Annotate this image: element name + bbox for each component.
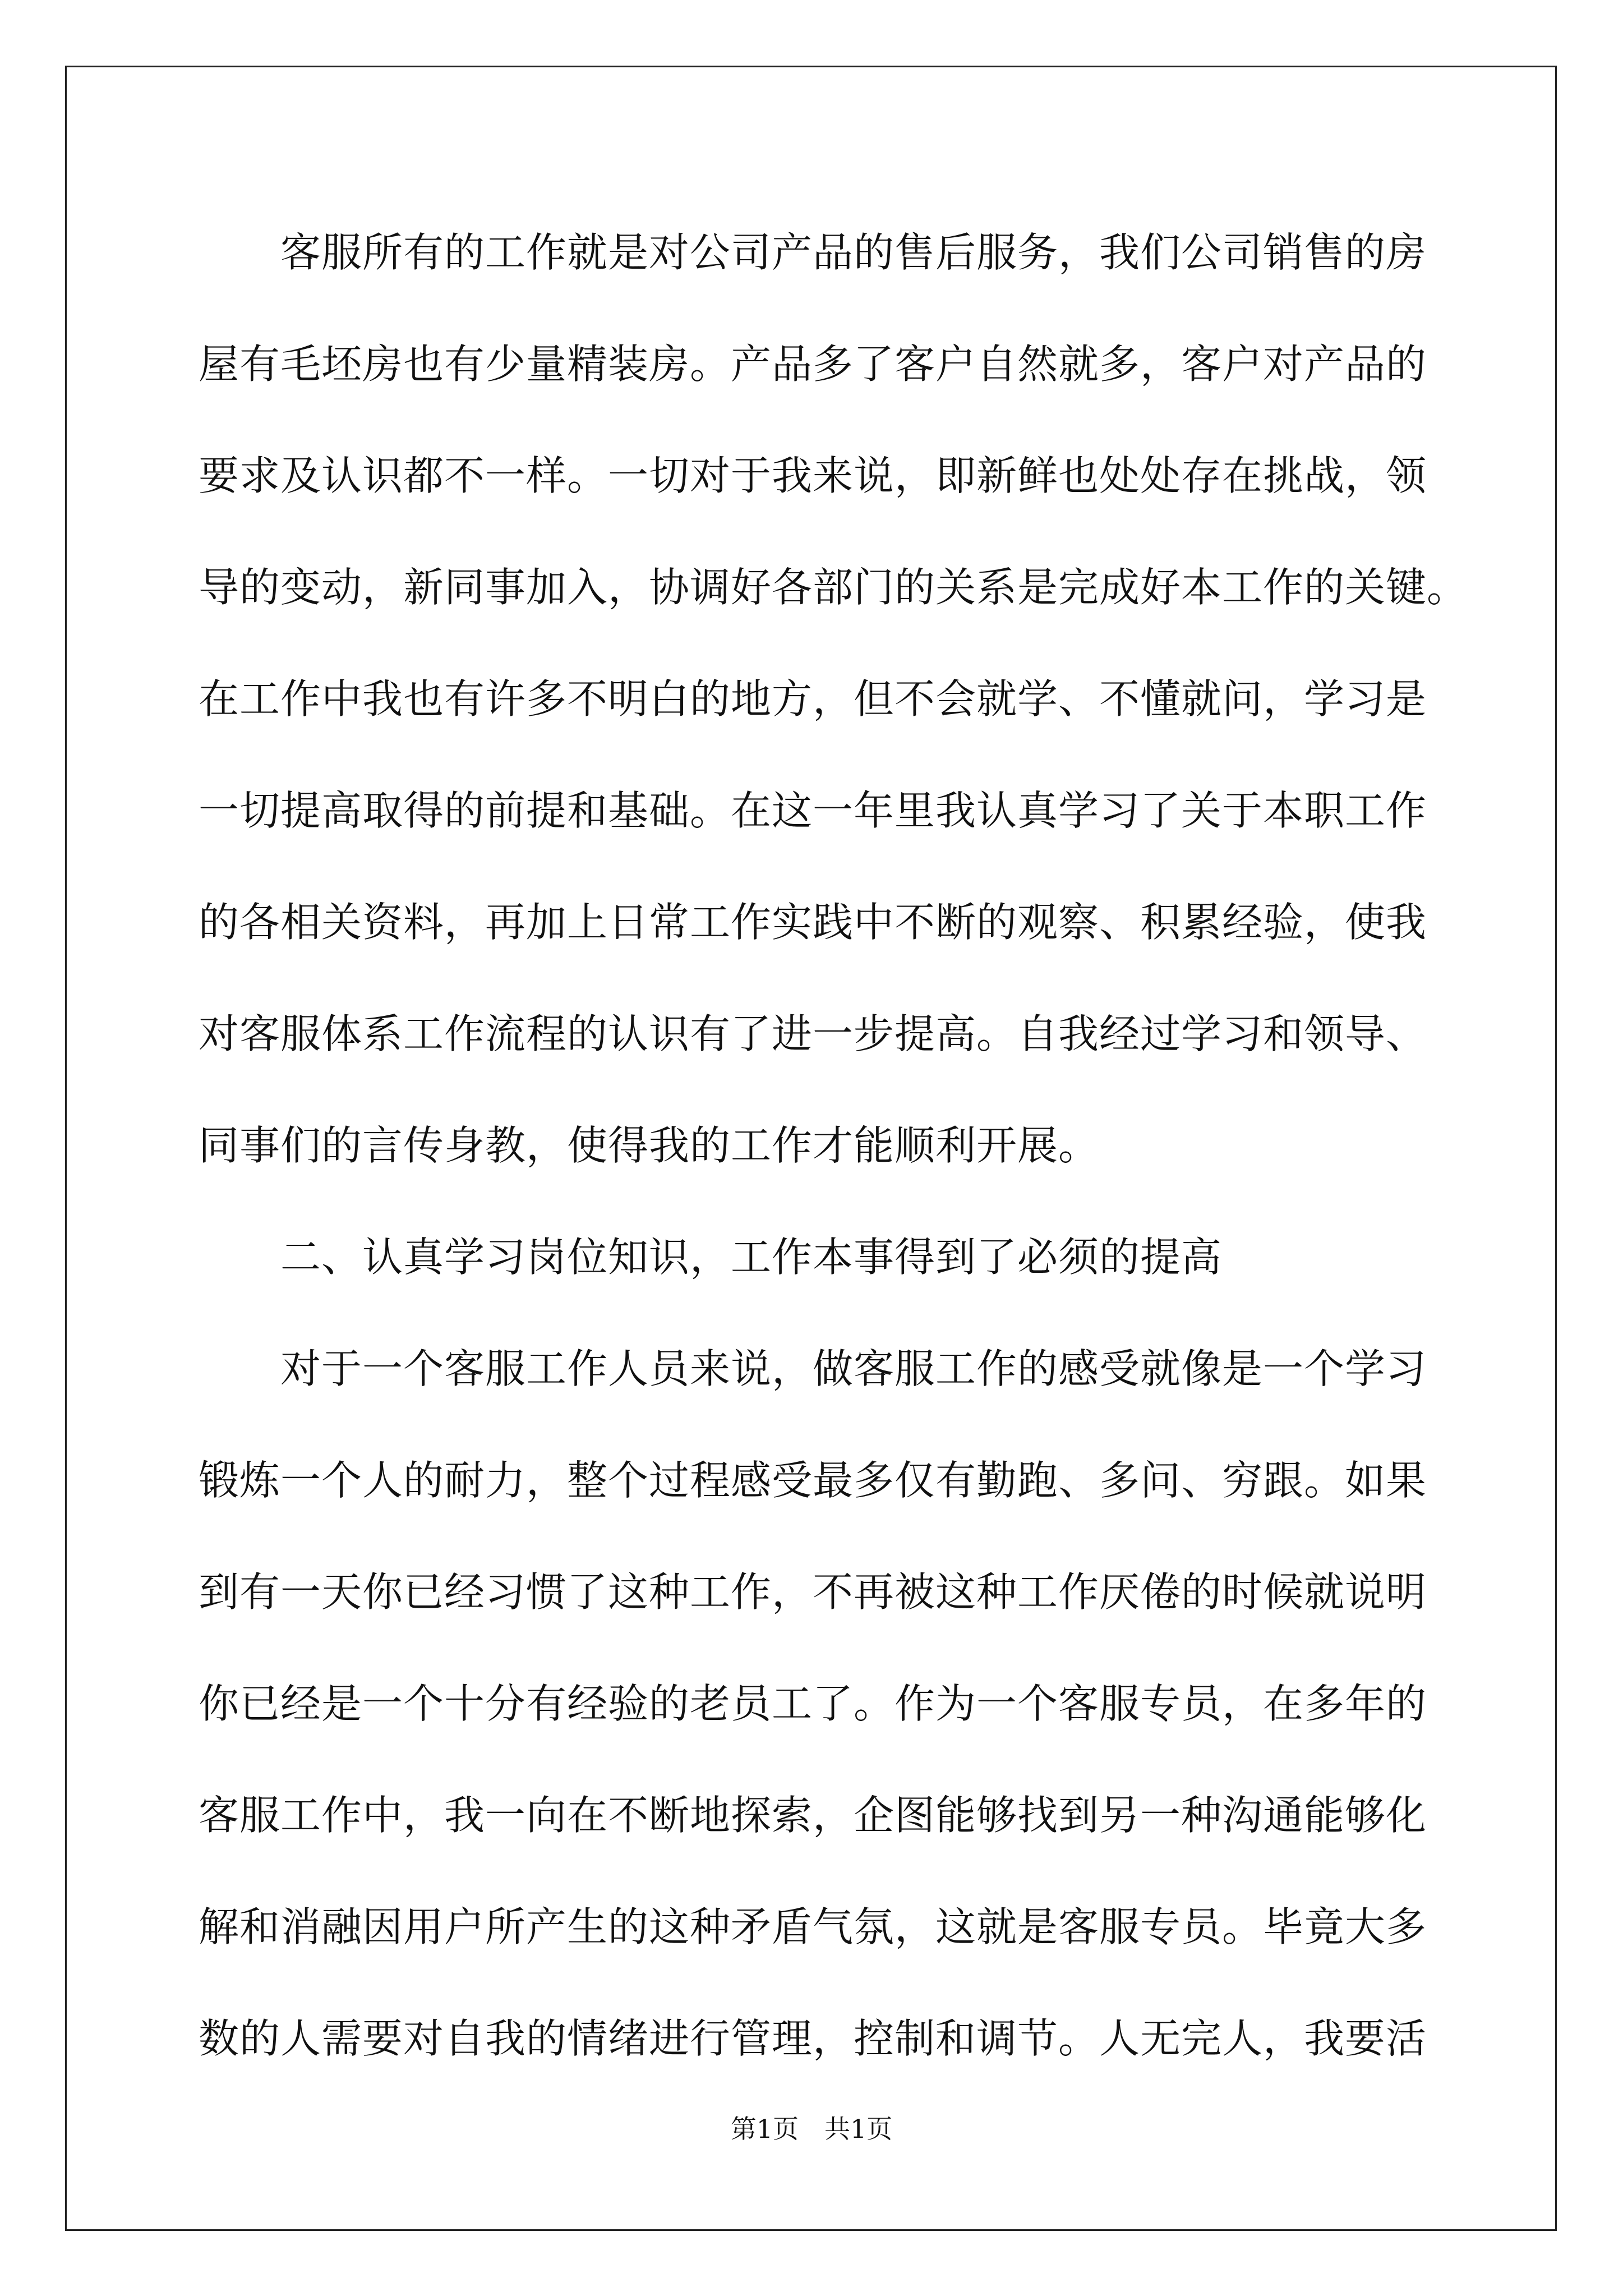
paragraph-line: 导的变动，新同事加入，协调好各部门的关系是完成好本工作的关键。: [199, 564, 1468, 611]
paragraph-line: 对于一个客服工作人员来说，做客服工作的感受就像是一个学习: [280, 1345, 1427, 1392]
paragraph-line: 对客服体系工作流程的认识有了进一步提高。自我经过学习和领导、: [199, 1010, 1427, 1057]
page-number-footer: 第1页 共1页: [730, 2114, 893, 2144]
paragraph-line: 的各相关资料，再加上日常工作实践中不断的观察、积累经验，使我: [199, 899, 1427, 946]
paragraph-line: 客服所有的工作就是对公司产品的售后服务，我们公司销售的房: [280, 229, 1427, 276]
section-heading: 二、认真学习岗位知识，工作本事得到了必须的提高: [280, 1234, 1223, 1281]
paragraph-line: 要求及认识都不一样。一切对于我来说，即新鲜也处处存在挑战，领: [199, 452, 1427, 499]
paragraph-line: 到有一天你已经习惯了这种工作，不再被这种工作厌倦的时候就说明: [199, 1568, 1427, 1616]
paragraph-line: 锻炼一个人的耐力，整个过程感受最多仅有勤跑、多问、穷跟。如果: [199, 1457, 1427, 1504]
paragraph-line: 在工作中我也有许多不明白的地方，但不会就学、不懂就问，学习是: [199, 675, 1427, 723]
paragraph-line: 客服工作中，我一向在不断地探索，企图能够找到另一种沟通能够化: [199, 1792, 1427, 1839]
paragraph-line: 同事们的言传身教，使得我的工作才能顺利开展。: [199, 1122, 1100, 1169]
paragraph-line: 数的人需要对自我的情绪进行管理，控制和调节。人无完人，我要活: [199, 2015, 1427, 2062]
paragraph-line: 屋有毛坯房也有少量精装房。产品多了客户自然就多，客户对产品的: [199, 341, 1427, 388]
paragraph-line: 解和消融因用户所产生的这种矛盾气氛，这就是客服专员。毕竟大多: [199, 1903, 1427, 1950]
paragraph-line: 一切提高取得的前提和基础。在这一年里我认真学习了关于本职工作: [199, 787, 1427, 834]
paragraph-line: 你已经是一个十分有经验的老员工了。作为一个客服专员，在多年的: [199, 1680, 1427, 1727]
